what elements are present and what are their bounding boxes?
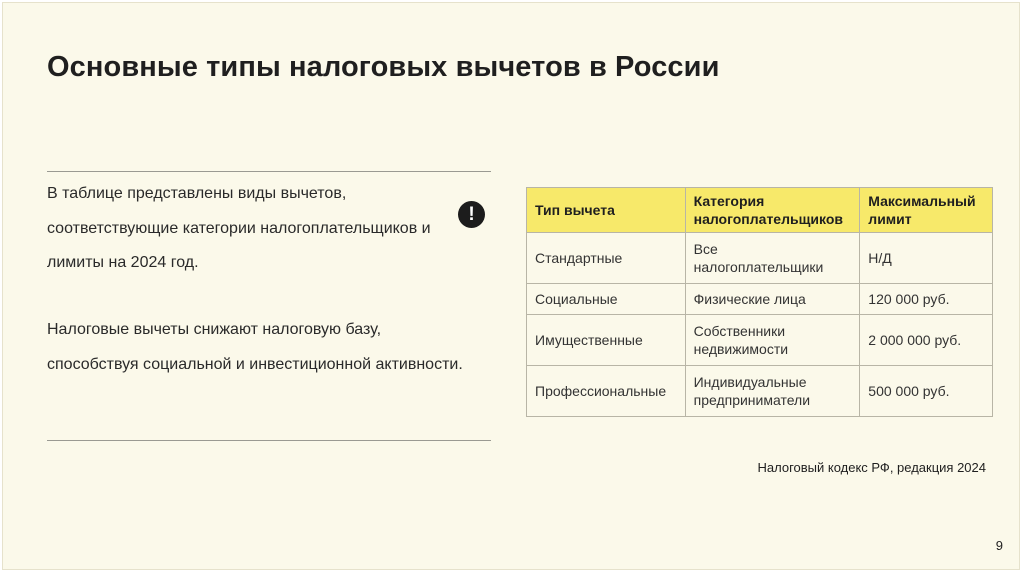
- table-row: [527, 233, 993, 284]
- page-number: 9: [995, 538, 1003, 553]
- cell-limit: 500 000 руб.: [860, 366, 993, 417]
- cell-category: Все налогоплательщики: [685, 233, 860, 284]
- cell-type: Социальные: [527, 284, 686, 315]
- page-title: Основные типы налоговых вычетов в России: [47, 51, 720, 83]
- intro-paragraph-2: Налоговые вычеты снижают налоговую базу, способствуя социальной и инвестиционной активности.: [47, 321, 463, 373]
- slide: [2, 2, 1020, 570]
- header-category: Категория налогоплательщиков: [685, 188, 860, 233]
- table-row: [527, 284, 993, 315]
- cell-category: Собственники недвижимости: [685, 315, 860, 366]
- source-note: Налоговый кодекс РФ, редакция 2024: [757, 460, 986, 475]
- cell-limit: Н/Д: [860, 233, 993, 284]
- table-row: [527, 366, 993, 417]
- cell-limit: 2 000 000 руб.: [860, 315, 993, 366]
- header-limit: Максимальный лимит: [860, 188, 993, 233]
- cell-type: Имущественные: [527, 315, 686, 366]
- deductions-table: [526, 187, 993, 417]
- header-type: Тип вычета: [527, 188, 686, 233]
- table-header-row: [527, 188, 993, 233]
- table-row: [527, 315, 993, 366]
- cell-category: Физические лица: [685, 284, 860, 315]
- bottom-divider: [47, 440, 491, 441]
- cell-type: Профессиональные: [527, 366, 686, 417]
- cell-limit: 120 000 руб.: [860, 284, 993, 315]
- top-divider: [47, 171, 491, 172]
- cell-type: Стандартные: [527, 233, 686, 284]
- intro-paragraph-1: В таблице представлены виды вычетов, соответствующие категории налогоплательщиков и лимиты на 2024 год.: [47, 185, 431, 271]
- cell-category: Индивидуальные предприниматели: [685, 366, 860, 417]
- exclamation-circle-icon: !: [458, 201, 485, 228]
